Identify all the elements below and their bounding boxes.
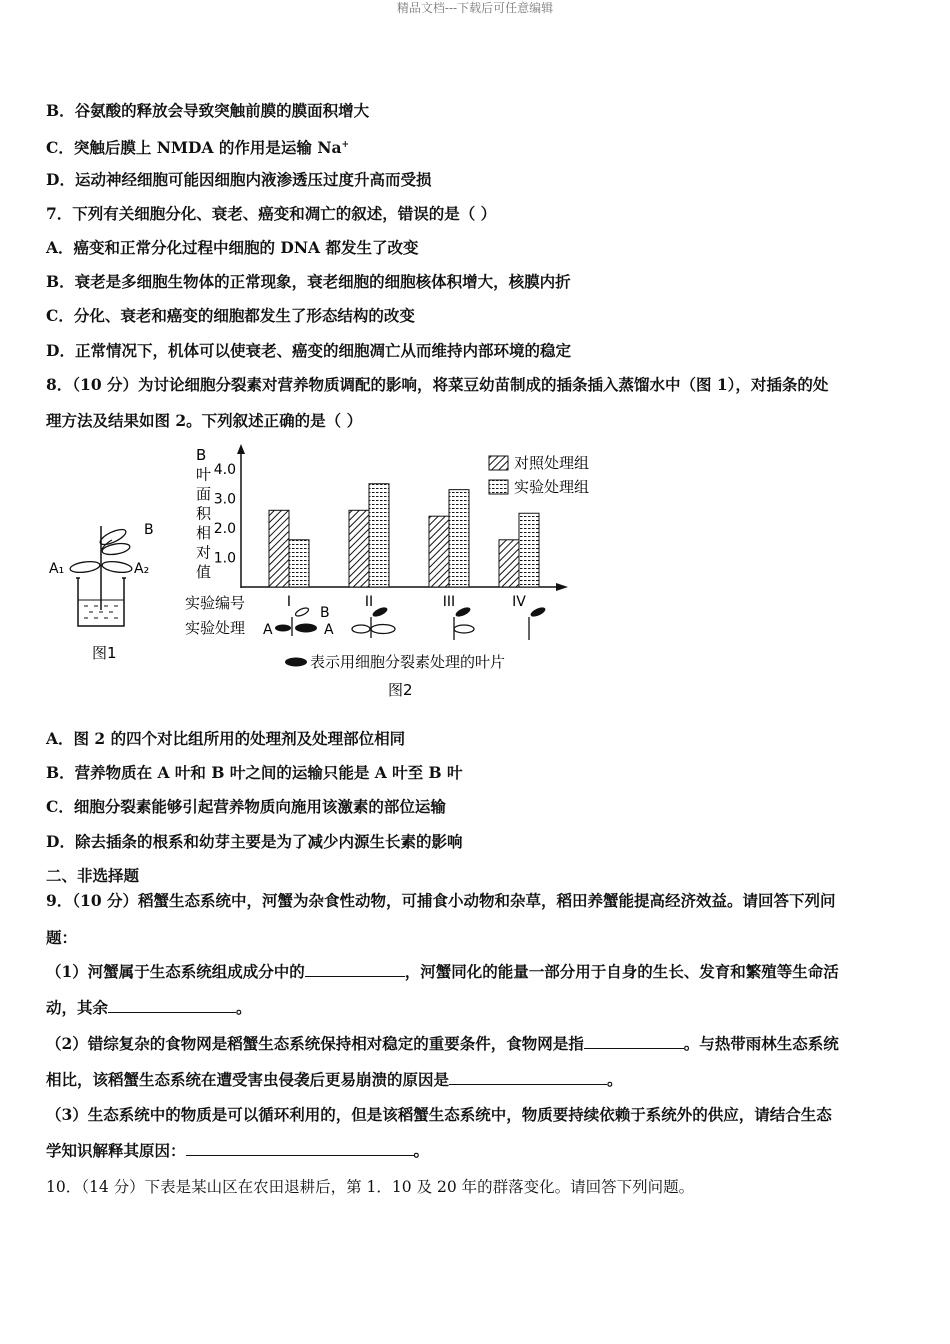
category-label: I [286, 594, 292, 610]
bar-experiment [519, 513, 539, 587]
bar-control [269, 510, 289, 587]
answer-blank-2[interactable] [108, 998, 236, 1013]
q9-p2-line1 [46, 1033, 839, 1055]
bar-experiment [289, 540, 309, 587]
x-axis-arrow [556, 583, 568, 591]
q9-p1-text-c: 动，其余 [46, 998, 109, 1017]
page-header: 精品文档---下载后可任意编辑 [396, 1, 554, 15]
q9-p1-text-d: 。 [236, 998, 252, 1017]
q9-p3-text-a: 学知识解释其原因： [46, 1141, 186, 1160]
y-axis-ticks [214, 462, 236, 567]
y-tick-label: 4.0 [213, 462, 236, 478]
answer-blank-3[interactable] [584, 1034, 684, 1049]
note-leaf-icon [285, 658, 307, 667]
q9-p3-line1: （3）生态系统中的物质是可以循环利用的，但是该稻蟹生态系统中，物质要持续依赖于系统外的供应，请结合生态 [46, 1105, 832, 1124]
treat-label-b: B [320, 605, 330, 621]
y-label-char: 值 [196, 563, 212, 581]
q6-option-d: D．运动神经细胞可能因细胞内液渗透压过度升高而受损 [46, 170, 432, 189]
q9-p2-text-a: （2）错综复杂的食物网是稻蟹生态系统保持相对稳定的重要条件，食物网是指 [46, 1034, 584, 1053]
answer-blank-5[interactable] [186, 1141, 414, 1156]
treatment-icon-1 [263, 605, 334, 638]
q7-option-c: C．分化、衰老和癌变的细胞都发生了形态结构的改变 [46, 306, 415, 325]
fig1-label-a2: A₂ [134, 561, 150, 577]
answer-blank-4[interactable] [449, 1070, 607, 1085]
q9-p1-line2 [46, 997, 252, 1019]
q7-option-d: D．正常情况下，机体可以使衰老、癌变的细胞凋亡从而维持内部环境的稳定 [46, 341, 571, 360]
y-axis-arrow [237, 444, 245, 454]
y-tick-label: 3.0 [213, 491, 236, 508]
fig1-plant-diagram [49, 522, 154, 662]
fig1-caption: 图1 [92, 644, 117, 662]
q7-stem: 7．下列有关细胞分化、衰老、癌变和凋亡的叙述，错误的是（ ） [46, 204, 497, 223]
y-label-char: 对 [196, 543, 212, 562]
q8-figure [40, 440, 620, 705]
y-label-char: 积 [196, 504, 212, 523]
treatment-icon-3 [454, 605, 474, 640]
y-tick-label: 2.0 [213, 521, 236, 537]
bar-experiment [369, 484, 389, 587]
q9-p1-text-b: ，河蟹同化的能量一部分用于自身的生长、发育和繁殖等生命活 [404, 962, 839, 981]
q8-option-b: B．营养物质在 A 叶和 B 叶之间的运输只能是 A 叶至 B 叶 [46, 763, 463, 782]
y-label-char: 相 [196, 524, 212, 542]
q8-option-a: A．图 2 的四个对比组所用的处理剂及处理部位相同 [46, 729, 406, 748]
y-tick-label: 1.0 [213, 550, 236, 567]
category-label: III [442, 594, 456, 610]
q9-stem-line1: 9．（10 分）稻蟹生态系统中，河蟹为杂食性动物，可捕食小动物和杂草，稻田养蟹能提高经济效益。请回答下列问 [46, 891, 836, 910]
section-title: 二、非选择题 [46, 866, 140, 885]
fig2-bar-chart [185, 444, 589, 699]
row-label-treatment: 实验处理 [185, 619, 246, 637]
q6-option-b: B．谷氨酸的释放会导致突触前膜的膜面积增大 [46, 101, 370, 120]
q6-option-c-text: C．突触后膜上 NMDA 的作用是运输 Na [46, 138, 342, 158]
q7-option-b: B．衰老是多细胞生物体的正常现象，衰老细胞的细胞核体积增大，核膜内折 [46, 272, 571, 291]
bar-control [499, 540, 519, 587]
row-label-number: 实验编号 [185, 594, 246, 612]
q8-stem-line1: 8．（10 分）为讨论细胞分裂素对营养物质调配的影响，将菜豆幼苗制成的插条插入蒸馏水中（图 1），对插条的处 [46, 375, 829, 394]
bar-experiment [449, 490, 469, 587]
legend-swatch-control [489, 456, 508, 470]
treat-label-a-left: A [263, 622, 273, 638]
q8-stem-line2: 理方法及结果如图 2。下列叙述正确的是（ ） [46, 411, 363, 430]
q7-option-a: A．癌变和正常分化过程中细胞的 DNA 都发生了改变 [46, 238, 419, 257]
treat-label-a-right: A [324, 622, 334, 638]
q10-stem: 10．（14 分）下表是某山区在农田退耕后，第 1．10 及 20 年的群落变化。请回答下列问题。 [46, 1178, 695, 1196]
q8-option-c: C．细胞分裂素能够引起营养物质向施用该激素的部位运输 [46, 797, 446, 816]
q9-p2-text-d: 。 [607, 1070, 623, 1089]
q9-p2-line2 [46, 1069, 623, 1091]
y-label-char: B [196, 446, 207, 464]
chart-note: 表示用细胞分裂素处理的叶片 [310, 653, 506, 671]
treatment-icon-4 [529, 605, 547, 640]
y-axis-label [196, 446, 212, 581]
q6-option-c [46, 134, 349, 159]
legend-label-control: 对照处理组 [514, 454, 590, 472]
q9-stem-line2: 题： [46, 928, 78, 947]
q8-option-d: D．除去插条的根系和幼芽主要是为了减少内源生长素的影响 [46, 832, 463, 851]
y-label-char: 叶 [196, 465, 212, 484]
category-label: II [364, 594, 374, 610]
chart-bars [269, 484, 539, 587]
q9-p1-text-a: （1）河蟹属于生态系统组成成分中的 [46, 962, 305, 981]
q9-p3-line2 [46, 1140, 429, 1162]
q9-p3-text-b: 。 [413, 1141, 430, 1160]
bar-control [349, 510, 369, 587]
q6-option-c-superscript: + [341, 140, 350, 150]
category-label: IV [512, 594, 526, 610]
fig1-label-b: B [144, 522, 154, 538]
q9-p1-line1 [46, 961, 839, 983]
legend-swatch-experiment [489, 480, 508, 494]
q9-p2-text-c: 相比，该稻蟹生态系统在遭受害虫侵袭后更易崩溃的原因是 [46, 1070, 450, 1089]
treatment-icon-2 [352, 605, 395, 638]
q9-p2-text-b: 。与热带雨林生态系统 [683, 1034, 839, 1053]
y-label-char: 面 [196, 485, 212, 503]
legend-label-experiment: 实验处理组 [514, 478, 590, 496]
bar-control [429, 516, 449, 587]
fig1-label-a1: A₁ [49, 561, 65, 577]
answer-blank-1[interactable] [305, 962, 405, 977]
fig2-caption: 图2 [388, 681, 413, 699]
